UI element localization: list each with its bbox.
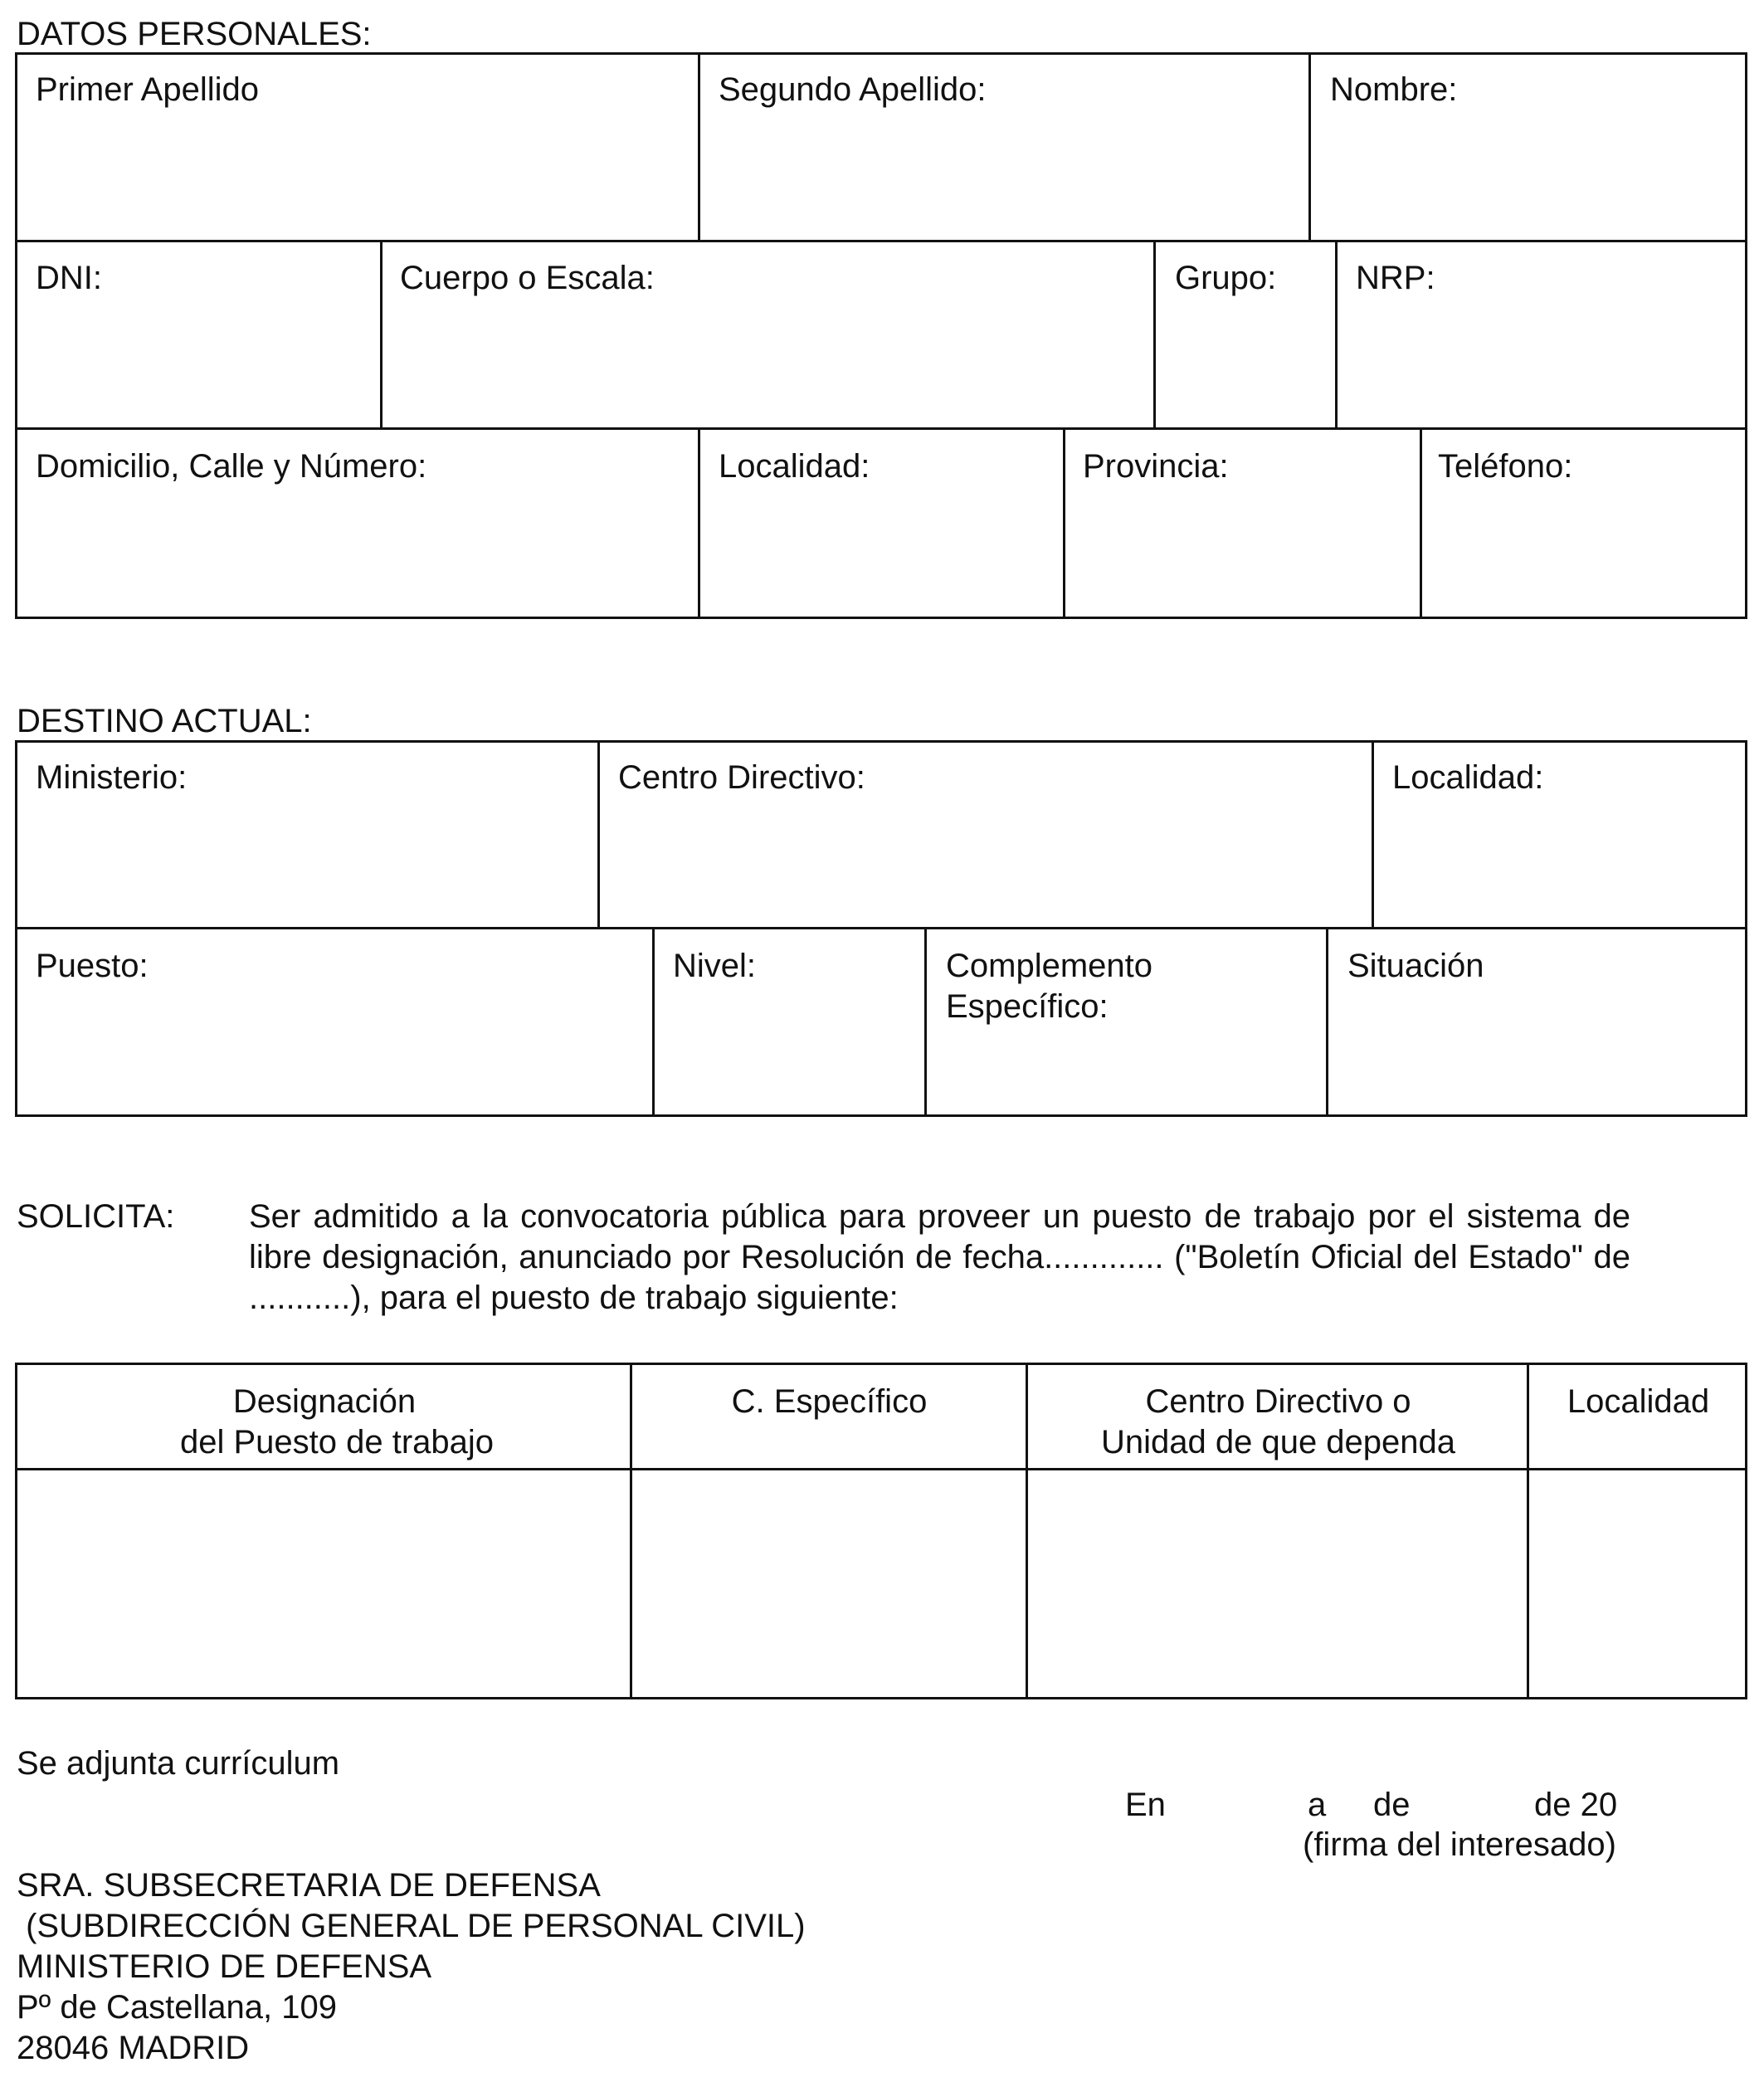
- table-header-divider: [15, 1468, 1747, 1470]
- field-label-nrp: NRP:: [1356, 260, 1435, 296]
- firma-en: En: [1125, 1787, 1166, 1823]
- destinatario-line5: 28046 MADRID: [17, 2030, 250, 2066]
- destinatario-line2: (SUBDIRECCIÓN GENERAL DE PERSONAL CIVIL): [17, 1908, 806, 1944]
- cell-divider: [1326, 927, 1328, 1117]
- field-label-puesto: Puesto:: [36, 948, 149, 984]
- field-label-centro-directivo: Centro Directivo:: [618, 759, 865, 796]
- table-header-designacion-line2: del Puesto de trabajo: [179, 1424, 495, 1460]
- firma-de: de: [1373, 1787, 1411, 1823]
- table-header-c-especifico: C. Específico: [731, 1383, 928, 1420]
- field-label-primer-apellido: Primer Apellido: [36, 71, 260, 108]
- destinatario-line3: MINISTERIO DE DEFENSA: [17, 1948, 432, 1985]
- table-header-localidad: Localidad: [1567, 1383, 1710, 1420]
- section-heading-destino-actual: DESTINO ACTUAL:: [17, 703, 312, 739]
- row-divider: [15, 427, 1747, 430]
- cell-divider: [1063, 427, 1065, 619]
- field-label-dni: DNI:: [36, 260, 102, 296]
- firma-de-20: de 20: [1534, 1787, 1618, 1823]
- field-label-provincia: Provincia:: [1083, 448, 1229, 485]
- field-label-complemento-line1: Complemento: [946, 948, 1153, 984]
- table-header-centro-line2: Unidad de que dependa: [1100, 1424, 1456, 1460]
- field-label-domicilio: Domicilio, Calle y Número:: [36, 448, 427, 485]
- field-label-ministerio: Ministerio:: [36, 759, 188, 796]
- firma-note: (firma del interesado): [1303, 1826, 1616, 1863]
- table-header-designacion-line1: Designación: [232, 1383, 417, 1420]
- field-label-telefono: Teléfono:: [1438, 448, 1573, 485]
- field-label-segundo-apellido: Segundo Apellido:: [719, 71, 987, 108]
- field-label-localidad-destino: Localidad:: [1392, 759, 1544, 796]
- field-label-nivel: Nivel:: [673, 948, 757, 984]
- row-divider: [15, 240, 1747, 242]
- row-divider: [15, 927, 1747, 929]
- cell-divider: [1335, 240, 1338, 429]
- field-label-complemento-line2: Específico:: [946, 988, 1109, 1025]
- cell-divider: [380, 240, 383, 429]
- datos-personales-grid: [15, 52, 1747, 619]
- field-label-situacion: Situación: [1347, 948, 1484, 984]
- cell-divider: [1420, 427, 1422, 619]
- field-label-grupo: Grupo:: [1175, 260, 1277, 296]
- cell-divider: [1153, 240, 1156, 429]
- table-header-centro-line1: Centro Directivo o: [1145, 1383, 1411, 1420]
- field-label-cuerpo-escala: Cuerpo o Escala:: [400, 260, 655, 296]
- firma-a: a: [1308, 1787, 1327, 1823]
- cell-divider: [597, 740, 600, 929]
- cell-divider: [1372, 740, 1374, 929]
- section-heading-datos-personales: DATOS PERSONALES:: [17, 16, 372, 52]
- destinatario-line1: SRA. SUBSECRETARIA DE DEFENSA: [17, 1867, 601, 1904]
- cell-divider: [924, 927, 927, 1117]
- solicita-label: SOLICITA:: [17, 1198, 175, 1235]
- destinatario-line4: Pº de Castellana, 109: [17, 1989, 337, 2026]
- field-label-localidad: Localidad:: [719, 448, 870, 485]
- cell-divider: [1308, 52, 1311, 241]
- field-label-nombre: Nombre:: [1330, 71, 1458, 108]
- cell-divider: [698, 427, 700, 619]
- cell-divider: [698, 52, 700, 241]
- adjunta-curriculum: Se adjunta currículum: [17, 1745, 340, 1782]
- solicita-text: Ser admitido a la convocatoria pública para proveer un puesto de trabajo por el sistema de libre designación, anunciado por Resolución de fecha............. ("Boletín Oficial del Estado" de ...........), para el puesto de trabajo siguiente:: [249, 1198, 1630, 1316]
- cell-divider: [652, 927, 655, 1117]
